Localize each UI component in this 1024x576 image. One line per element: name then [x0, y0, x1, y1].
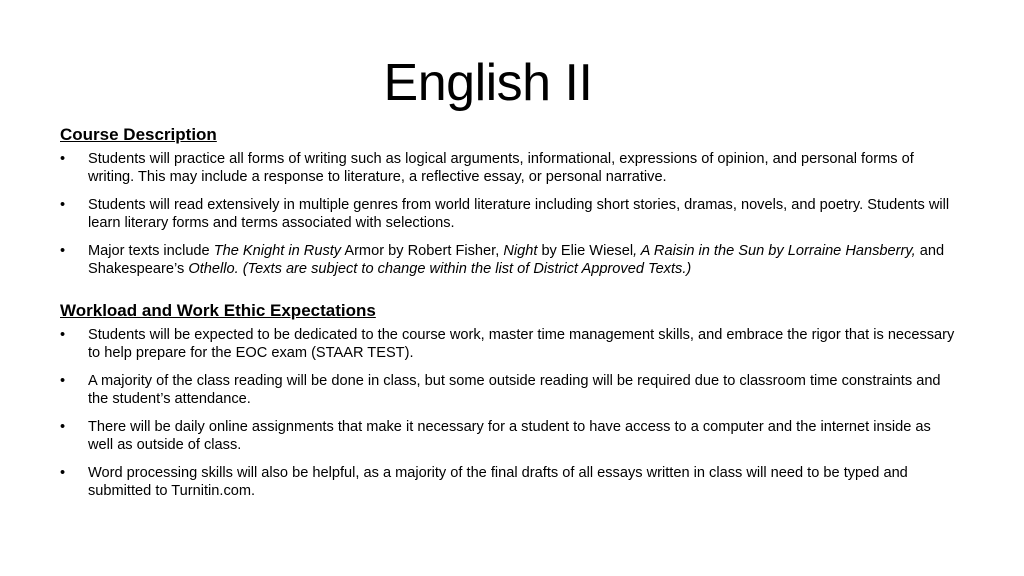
bullet-text: Word processing skills will also be helpful, as a majority of the final drafts of all essays written in class will need to be typed and submitted to Turnitin.com. — [88, 465, 908, 499]
book-title-raisin: , A Raisin in the Sun by Lorraine Hansberry, — [633, 243, 916, 259]
workload-list — [60, 326, 960, 500]
list-item — [60, 150, 960, 186]
bullet-icon: • — [60, 373, 66, 389]
section-heading-workload: Workload and Work Ethic Expectations — [60, 301, 376, 320]
list-item — [60, 464, 960, 500]
bullet-icon: • — [60, 243, 66, 259]
bullet-icon: • — [60, 419, 66, 435]
slide-title: English II — [383, 54, 593, 112]
slide-content — [60, 124, 960, 510]
bullet-text-part: and Shakespeare’s — [88, 243, 945, 277]
bullet-text-part: Armor by Robert Fisher, — [341, 243, 504, 259]
list-item — [60, 242, 960, 278]
list-item — [60, 196, 960, 232]
list-item — [60, 372, 960, 408]
bullet-text-part: Major texts include — [88, 243, 214, 259]
bullet-icon: • — [60, 465, 66, 481]
section-heading-course-description: Course Description — [60, 125, 217, 144]
bullet-icon: • — [60, 151, 66, 167]
book-title-knight: The Knight in Rusty — [213, 243, 342, 259]
bullet-text: There will be daily online assignments that make it necessary for a student to have access to a computer and the internet inside as well as outside of class. — [88, 419, 931, 453]
bullet-text: Students will practice all forms of writing such as logical arguments, informational, expressions of opinion, and personal forms of writing. This may include a response to literature, a reflective essay, or personal narrative. — [88, 151, 914, 185]
book-title-othello: Othello. (Texts are subject to change within the list of District Approved Texts.) — [188, 261, 692, 277]
bullet-text: Students will read extensively in multiple genres from world literature including short stories, dramas, novels, and poetry. Students will learn literary forms and terms associated with selections. — [88, 197, 950, 231]
bullet-text: Students will be expected to be dedicated to the course work, master time management skills, and embrace the rigor that is necessary to help prepare for the EOC exam (STAAR TEST). — [88, 327, 955, 361]
bullet-text-part: by Elie Wiesel — [537, 243, 634, 259]
bullet-icon: • — [60, 197, 66, 213]
bullet-text: A majority of the class reading will be done in class, but some outside reading will be required due to classroom time constraints and the student’s attendance. — [88, 373, 941, 407]
list-item — [60, 326, 960, 362]
bullet-icon: • — [60, 327, 66, 343]
book-title-night: Night — [503, 243, 538, 259]
list-item — [60, 418, 960, 454]
course-description-list — [60, 150, 960, 278]
